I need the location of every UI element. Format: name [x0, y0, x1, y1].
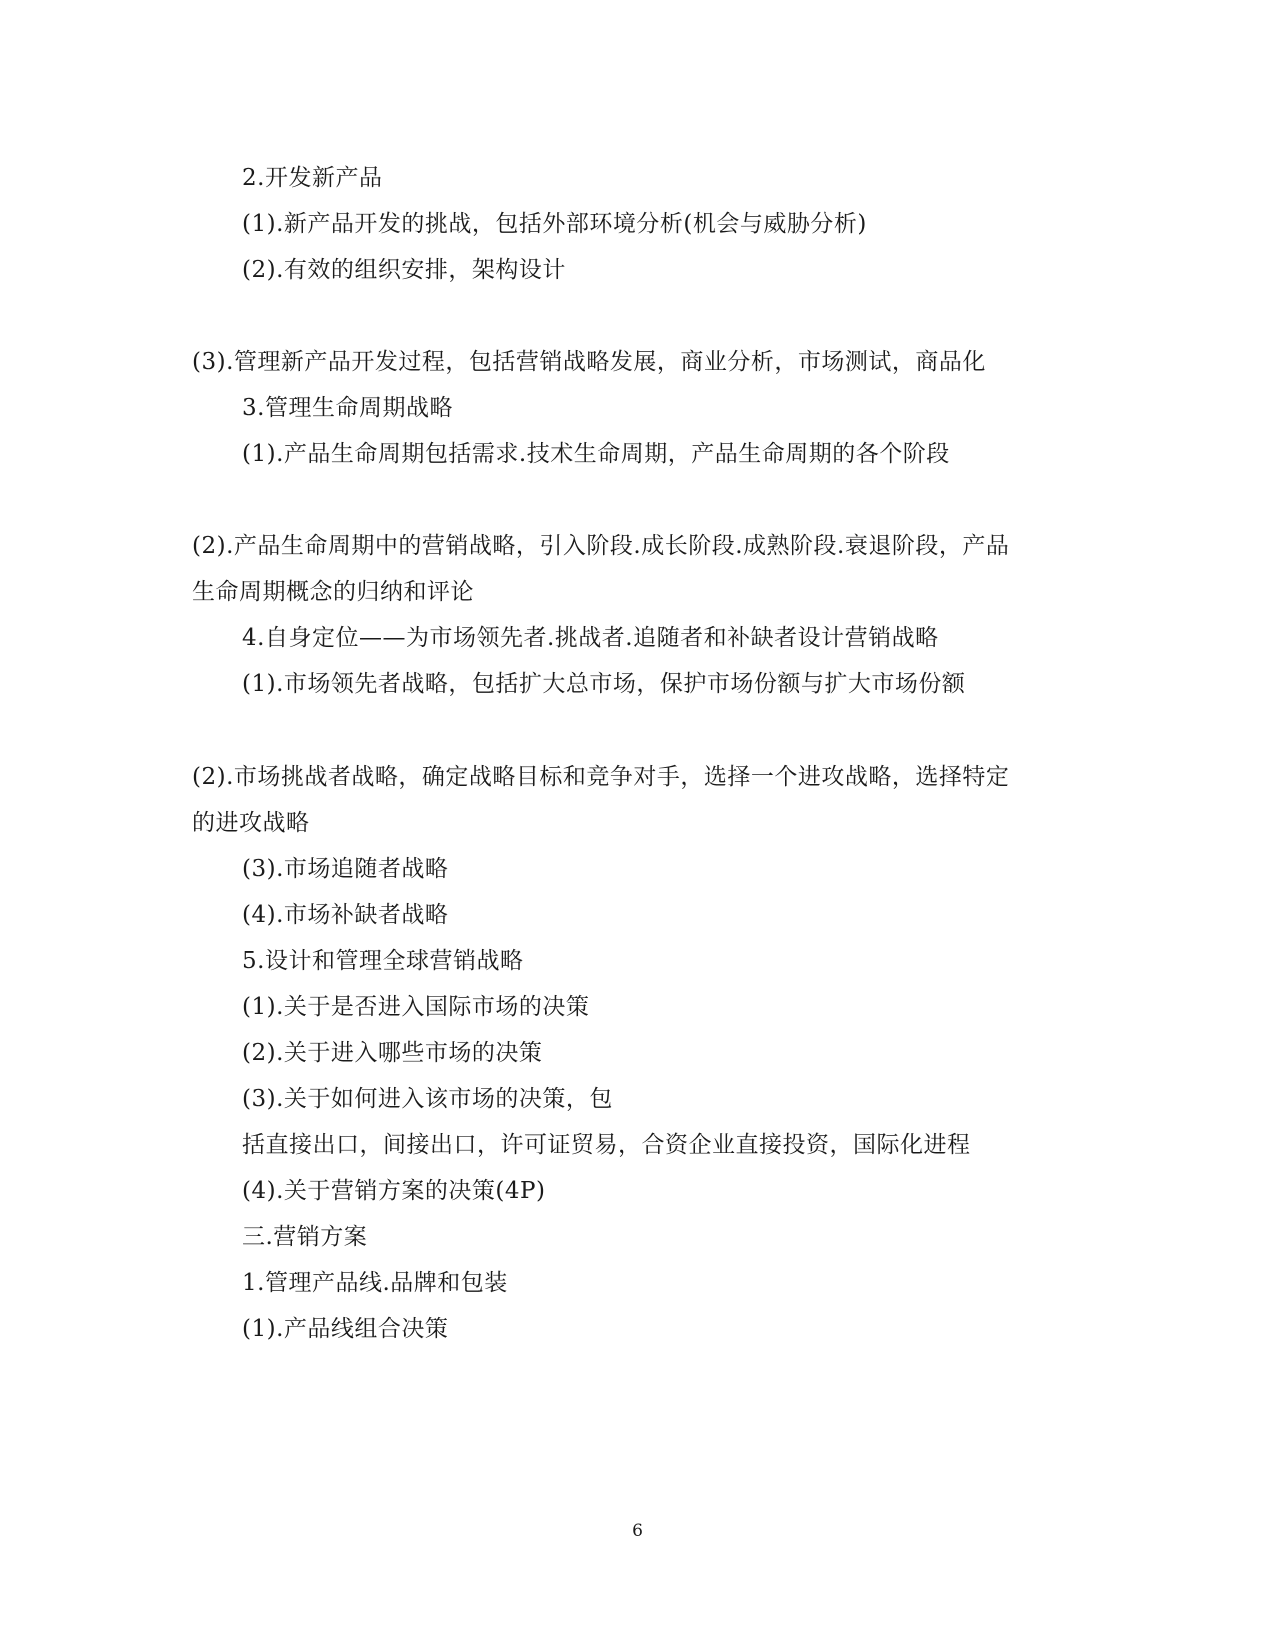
heading-develop-new-products: 2.开发新产品	[242, 165, 383, 191]
list-item: (2).产品生命周期中的营销战略，引入阶段.成长阶段.成熟阶段.衰退阶段，产品	[192, 533, 1010, 559]
heading-self-positioning: 4.自身定位——为市场领先者.挑战者.追随者和补缺者设计营销战略	[242, 625, 939, 651]
list-item: (1).产品生命周期包括需求.技术生命周期，产品生命周期的各个阶段	[242, 441, 950, 467]
list-item: (1).新产品开发的挑战，包括外部环境分析(机会与威胁分析)	[242, 211, 867, 237]
list-item: (1).关于是否进入国际市场的决策	[242, 994, 590, 1020]
heading-product-line: 1.管理产品线.品牌和包装	[242, 1270, 508, 1296]
list-item: (4).市场补缺者战略	[242, 902, 449, 928]
list-item-continuation: 括直接出口，间接出口，许可证贸易，合资企业直接投资，国际化进程	[242, 1132, 971, 1158]
list-item: (3).管理新产品开发过程，包括营销战略发展，商业分析，市场测试，商品化	[192, 349, 986, 375]
heading-global-marketing: 5.设计和管理全球营销战略	[242, 948, 524, 974]
list-item: (3).市场追随者战略	[242, 856, 449, 882]
page-number: 6	[632, 1521, 643, 1541]
list-item: (1).产品线组合决策	[242, 1316, 449, 1342]
list-item: (4).关于营销方案的决策(4P)	[242, 1178, 546, 1204]
list-item-continuation: 生命周期概念的归纳和评论	[192, 579, 474, 605]
list-item-continuation: 的进攻战略	[192, 810, 310, 836]
list-item: (2).有效的组织安排，架构设计	[242, 257, 566, 283]
list-item: (3).关于如何进入该市场的决策，包	[242, 1086, 613, 1112]
list-item: (2).关于进入哪些市场的决策	[242, 1040, 543, 1066]
list-item: (1).市场领先者战略，包括扩大总市场，保护市场份额与扩大市场份额	[242, 671, 966, 697]
section-heading-marketing-program: 三.营销方案	[242, 1224, 368, 1250]
list-item: (2).市场挑战者战略，确定战略目标和竞争对手，选择一个进攻战略，选择特定	[192, 764, 1010, 790]
heading-life-cycle-strategy: 3.管理生命周期战略	[242, 395, 453, 421]
